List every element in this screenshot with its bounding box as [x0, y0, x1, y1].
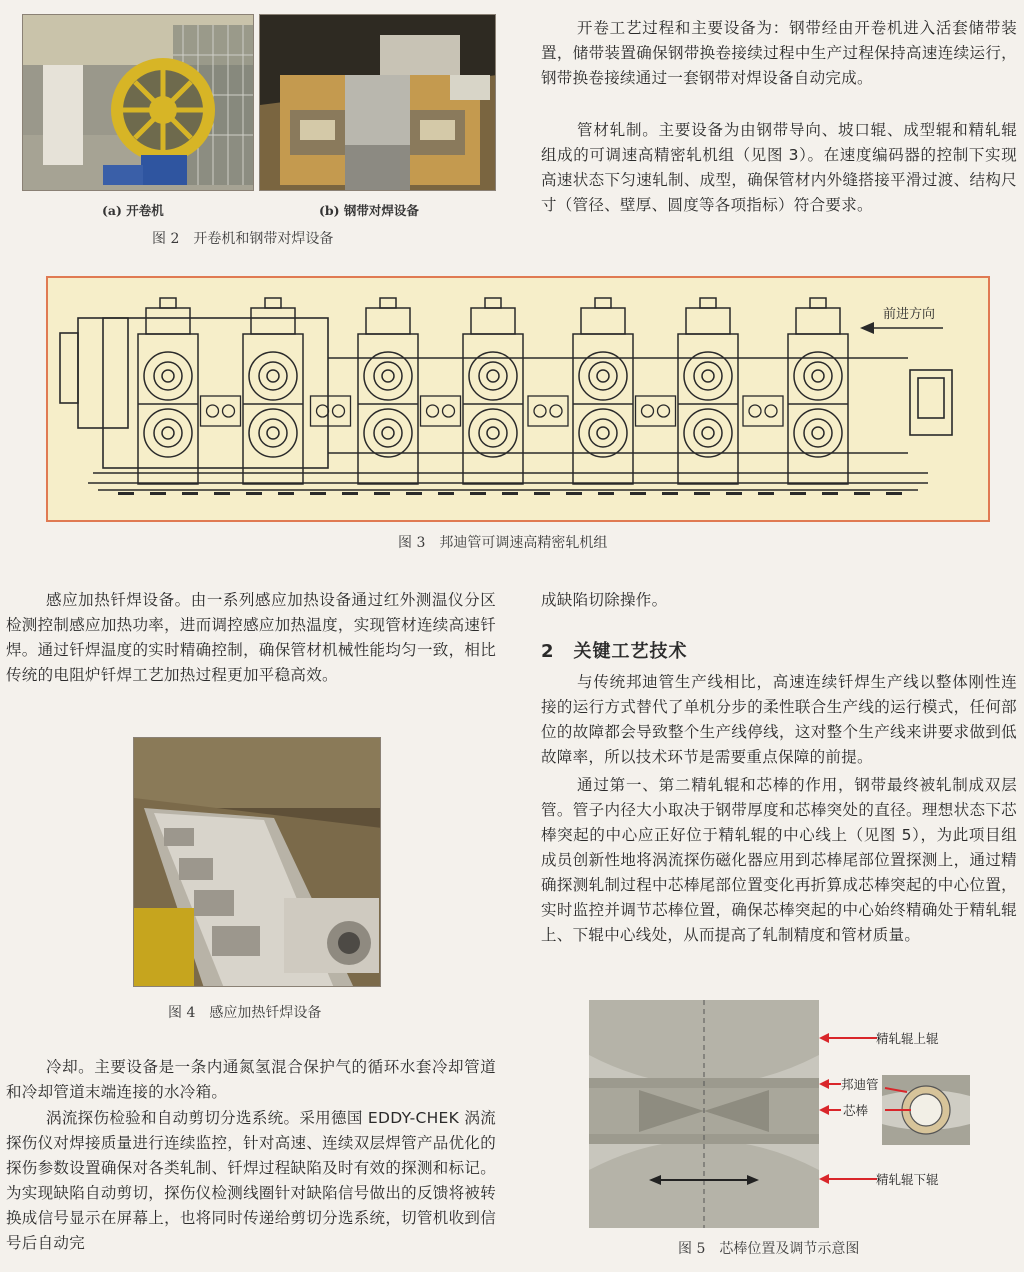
strip-welder-illustration: [260, 15, 496, 191]
base-mark: [310, 492, 326, 495]
rolling-mill-drawing: [48, 278, 988, 520]
base-mark: [278, 492, 294, 495]
base-mark: [790, 492, 806, 495]
paragraph-key-process: 与传统邦迪管生产线相比，高速连续钎焊生产线以整体刚性连接的运行方式替代了单机分步的柔性联合生产线的运行模式，任何部位的故障都会导致整个生产线停线，这对整个生产线来讲要求做到低故障率，所以技术环节是需要重点保障的前提。: [541, 673, 1017, 766]
mandrel-diagram: [589, 1000, 979, 1230]
figure-5: [589, 1000, 979, 1230]
figure-2a-subcaption: (a) 开卷机: [102, 203, 164, 218]
guide-block: [311, 396, 351, 426]
base-mark: [342, 492, 358, 495]
guide-block: [528, 396, 568, 426]
base-mark: [534, 492, 550, 495]
guide-block: [201, 396, 241, 426]
induction-equipment-illustration: [134, 738, 381, 987]
base-mark: [630, 492, 646, 495]
base-mark: [438, 492, 454, 495]
paragraph-decoiling: 开卷工艺过程和主要设备为：钢带经由开卷机进入活套储带装置，储带装置确保钢带换卷接续过程中生产过程保持高速连续运行，钢带换卷接续通过一套钢带对焊设备自动完成。: [541, 19, 1017, 87]
roll-stand: [358, 298, 418, 484]
figure-3-caption: 图 3 邦迪管可调速高精密轧机组: [398, 535, 608, 551]
figure-2b-subcaption: (b) 钢带对焊设备: [319, 203, 419, 218]
base-mark: [854, 492, 870, 495]
roll-stand: [788, 298, 848, 484]
base-mark: [374, 492, 390, 495]
paragraph-cooling: 冷却。主要设备是一条内通氮氢混合保护气的循环水套冷却管道和冷却管道末端连接的水冷箱。: [6, 1058, 496, 1101]
roll-stand: [573, 298, 633, 484]
paragraph-eddy-current: 涡流探伤检验和自动剪切分选系统。采用德国 EDDY-CHEK 涡流探伤仪对焊接质量进行连续监控，针对高速、连续双层焊管产品优化的探伤参数设置确保对各类轧制、钎焊过程缺陷及时有效的探测和标记。为实现缺陷自动剪切，探伤仪检测线圈针对缺陷信号做出的反馈将被转换成信号显示在屏幕上，也将同时传递给剪切分选系统，切管机收到信号后自动完: [6, 1109, 496, 1252]
roll-stand: [243, 298, 303, 484]
base-mark: [822, 492, 838, 495]
label-mandrel: 芯棒: [843, 1103, 869, 1118]
label-upper-roll: 精轧辊上辊: [876, 1031, 939, 1046]
base-mark: [694, 492, 710, 495]
roll-stand: [678, 298, 738, 484]
direction-label: 前进方向: [883, 307, 936, 322]
paragraph-induction-brazing: 感应加热钎焊设备。由一系列感应加热设备通过红外测温仪分区检测控制感应加热功率，进而调控感应加热温度，实现管材连续高速钎焊。通过钎焊温度的实时精确控制，确保管材机械性能均匀一致，相比传统的电阻炉钎焊工艺加热过程更加平稳高效。: [6, 591, 496, 684]
label-tube: 邦迪管: [841, 1077, 879, 1092]
base-mark: [246, 492, 262, 495]
base-mark: [662, 492, 678, 495]
base-mark: [406, 492, 422, 495]
figure-4-photo: [133, 737, 381, 987]
base-mark: [182, 492, 198, 495]
guide-block: [636, 396, 676, 426]
base-mark: [566, 492, 582, 495]
base-mark: [598, 492, 614, 495]
guide-block: [421, 396, 461, 426]
figure-2b-photo: [259, 14, 496, 191]
paragraph-defect-cutting: 成缺陷切除操作。: [541, 591, 668, 609]
figure-5-caption: 图 5 芯棒位置及调节示意图: [678, 1241, 860, 1257]
base-mark: [502, 492, 518, 495]
base-mark: [758, 492, 774, 495]
figure-3-frame: [46, 276, 990, 522]
base-mark: [886, 492, 902, 495]
figure-2a-photo: [22, 14, 254, 191]
guide-block: [743, 396, 783, 426]
roll-stand: [138, 298, 198, 484]
section-heading: 2 关键工艺技术: [541, 641, 688, 662]
base-mark: [150, 492, 166, 495]
base-mark: [726, 492, 742, 495]
decoiler-illustration: [23, 15, 254, 191]
base-mark: [470, 492, 486, 495]
base-mark: [118, 492, 134, 495]
roll-stand: [463, 298, 523, 484]
base-mark: [214, 492, 230, 495]
paragraph-mandrel: 通过第一、第二精轧辊和芯棒的作用，钢带最终被轧制成双层管。管子内径大小取决于钢带厚度和芯棒突处的直径。理想状态下芯棒突起的中心应正好位于精轧辊的中心线上（见图 5），为此项目组成员创新性地将涡流探伤磁化器应用到芯棒尾部位置探测上，通过精确探测轧制过程中芯棒尾部位置变化再折算成芯棒突起的中心位置，实时监控并调节芯棒位置，确保芯棒突起的中心始终精确处于精轧辊上、下辊中心线处，从而提高了轧制精度和管材质量。: [541, 776, 1017, 944]
figure-2-caption: 图 2 开卷机和钢带对焊设备: [152, 231, 334, 247]
paragraph-tube-rolling: 管材轧制。主要设备为由钢带导向、坡口辊、成型辊和精轧辊组成的可调速高精密轧机组（见图 3）。在速度编码器的控制下实现高速状态下匀速轧制、成型，确保管材内外缝搭接平滑过渡、结构尺寸（管径、壁厚、圆度等各项指标）符合要求。: [541, 121, 1017, 214]
figure-4-caption: 图 4 感应加热钎焊设备: [168, 1005, 322, 1021]
label-lower-roll: 精轧辊下辊: [876, 1172, 939, 1187]
